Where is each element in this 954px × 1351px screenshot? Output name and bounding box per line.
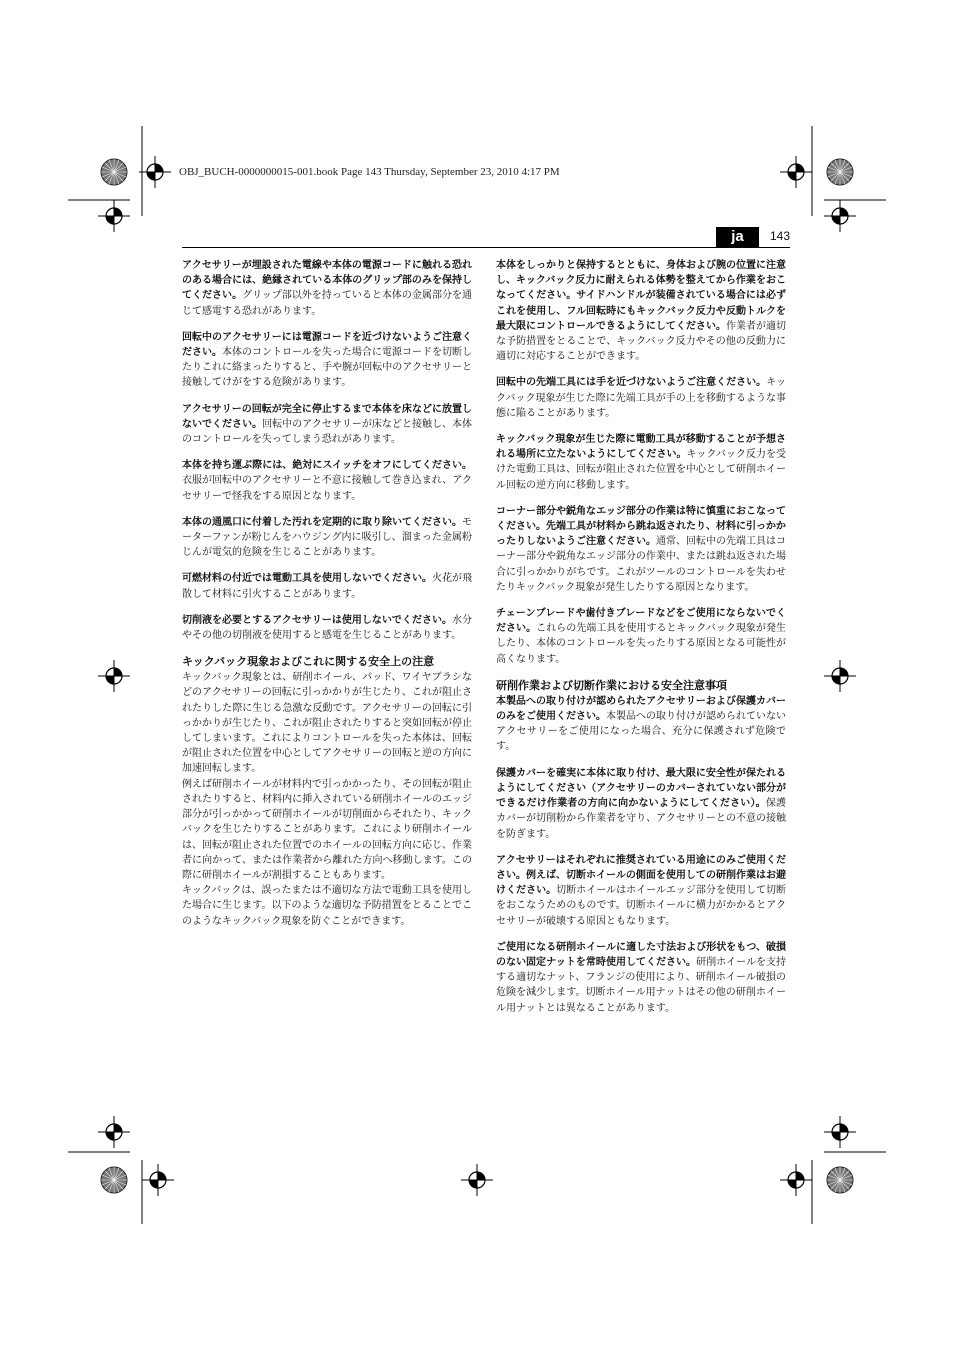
safety-paragraph: コーナー部分や鋭角なエッジ部分の作業は特に慎重におこなってください。先端工具が材料から跳ね返されたり、材料に引っかかったりしないようご注意ください。通常、回転中の先端工具はコーナー部分や鋭角なエッジ部分の作業中、または跳ね返された場合に引っかかりがちです。これがツールのコントロールを失わせたりキックバック現象が発生したりする原因となります。 [496,505,786,593]
section-heading-kickback: キックバック現象およびこれに関する安全上の注意 [182,655,435,669]
left-column [182,258,472,929]
safety-paragraph: アクセサリーの回転が完全に停止するまで本体を床などに放置しないでください。回転中のアクセサリーが床などと接触し、本体のコントロールを失ってしまう恐れがあります。 [182,403,473,446]
body-text: キックバックは、誤ったまたは不適切な方法で電動工具を使用した場合に生じます。以下のような適切な予防措置をとることでこのようなキックバック現象を防ぐことができます。 [182,885,472,927]
safety-paragraph: ご使用になる研削ホイールに適した寸法および形状をもつ、破損のない固定ナットを常時使用してください。研削ホイールを支持する適切なナット、フランジの使用により、研削ホイール破損の危険を減少します。切断ホイール用ナットはその他の研削ホイール用ナットとは異なることがあります。 [496,941,786,1014]
section-heading-grinding: 研削作業および切断作業における安全注意事項 [496,678,727,692]
body-text: キックバック現象とは、研削ホイール、パッド、ワイヤブラシなどのアクセサリーの回転に引っかかりが生じたり、これが阻止されたりした際に生じる急激な反動です。アクセサリーの回転に引っかかりが生じたり、これが阻止されたりすると突如回転が停止してしまいます。これによりコントロールを失った本体は、回転が阻止された位置を中心としてアクセサリーの回転と逆の方向に加速回転します。 [182,672,472,775]
right-column [496,258,786,1027]
safety-paragraph: キックバック現象が生じた際に電動工具が移動することが予想される場所に立たないようにしてください。キックバック反力を受けた電動工具は、回転が阻止された位置を中心として研削ホイール回転の逆方向に移動します。 [496,434,787,491]
safety-paragraph: チェーンブレードや歯付きブレードなどをご使用にならないでください。これらの先端工具を使用するとキックバック現象が発生したり、本体のコントロールを失ったりする原因となる可能性が高くなります。 [496,608,787,665]
safety-paragraph: アクセサリーが埋設された電線や本体の電源コードに触れる恐れのある場合には、絶縁されている本体のグリップ部のみを保持してください。グリップ部以外を持っていると本体の金属部分を通じて感電する恐れがあります。 [182,260,473,317]
safety-paragraph: 本体をしっかりと保持するとともに、身体および腕の位置に注意し、キックバック反力に耐えられる体勢を整えてから作業をおこなってください。サイドハンドルが装備されている場合には必ずこれを使用し、フル回転時にもキックバック反力や反動トルクを最大限にコントロールできるようにしてください。作業者が適切な予防措置をとることで、キックバック反力やその他の反動力に適切に対応することができます。 [496,260,787,363]
print-header: OBJ_BUCH-0000000015-001.book Page 143 Thursday, September 23, 2010 4:17 PM [179,166,560,178]
safety-paragraph: 切削液を必要とするアクセサリーは使用しないでください。水分やその他の切削液を使用すると感電を生じることがあります。 [182,614,473,642]
safety-paragraph: 回転中のアクセサリーには電源コードを近づけないようご注意ください。本体のコントロールを失った場合に電源コードを切断したりこれに絡まったりすると、手や腕が回転中のアクセサリーと接触してけがをする危険があります。 [182,331,472,389]
safety-paragraph: アクセサリーはそれぞれに推奨されている用途にのみご使用ください。例えば、切断ホイールの側面を使用しての研削作業はお避けください。切断ホイールはホイールエッジ部分を使用して切断をおこなうためのものです。切断ホイールに横力がかかるとアクセサリーが破壊する原因ともなります。 [496,854,787,927]
safety-paragraph: 本製品への取り付けが認められたアクセサリーおよび保護カバーのみをご使用ください。本製品への取り付けが認められていないアクセサリーをご使用になった場合、充分に保護されず危険です。 [496,695,786,753]
header-rule [182,247,790,248]
safety-paragraph: 本体の通風口に付着した汚れを定期的に取り除いてください。モーターファンが粉じんをハウジング内に吸引し、溜まった金属粉じんが電気的危険を生じることがあります。 [182,516,472,559]
safety-paragraph: 回転中の先端工具には手を近づけないようご注意ください。キックバック現象が生じた際に先端工具が手の上を移動するような事態に陥ることがあります。 [496,377,786,419]
body-text: 例えば研削ホイールが材料内で引っかかったり、その回転が阻止されたりすると、材料内に挿入されている研削ホイールのエッジ部分が引っかかって研削ホイールが切削面からそれたり、キックバックを生じたりすることがあります。これにより研削ホイールは、回転が阻止された位置でのホイールの回転方向に応じ、作業者に向かって、または作業者から離れた方向へ移動します。この際に研削ホイールが割損することもあります。 [182,778,472,881]
safety-paragraph: 本体を持ち運ぶ際には、絶対にスイッチをオフにしてください。衣服が回転中のアクセサリーと不意に接触して巻き込まれ、アクセサリーで怪我をする原因となります。 [182,460,472,502]
page-number: 143 [770,229,791,243]
safety-paragraph: 保護カバーを確実に本体に取り付け、最大限に安全性が保たれるようにしてください（アクセサリーのカバーされていない部分ができるだけ作業者の方向に向かないようにしてください）。保護カバーが切削粉から作業者を守り、アクセサリーとの不意の接触を防ぎます。 [496,767,787,840]
safety-paragraph: 可燃材料の付近では電動工具を使用しないでください。火花が飛散して材料に引火することがあります。 [182,573,472,600]
language-badge: ja [716,227,759,247]
